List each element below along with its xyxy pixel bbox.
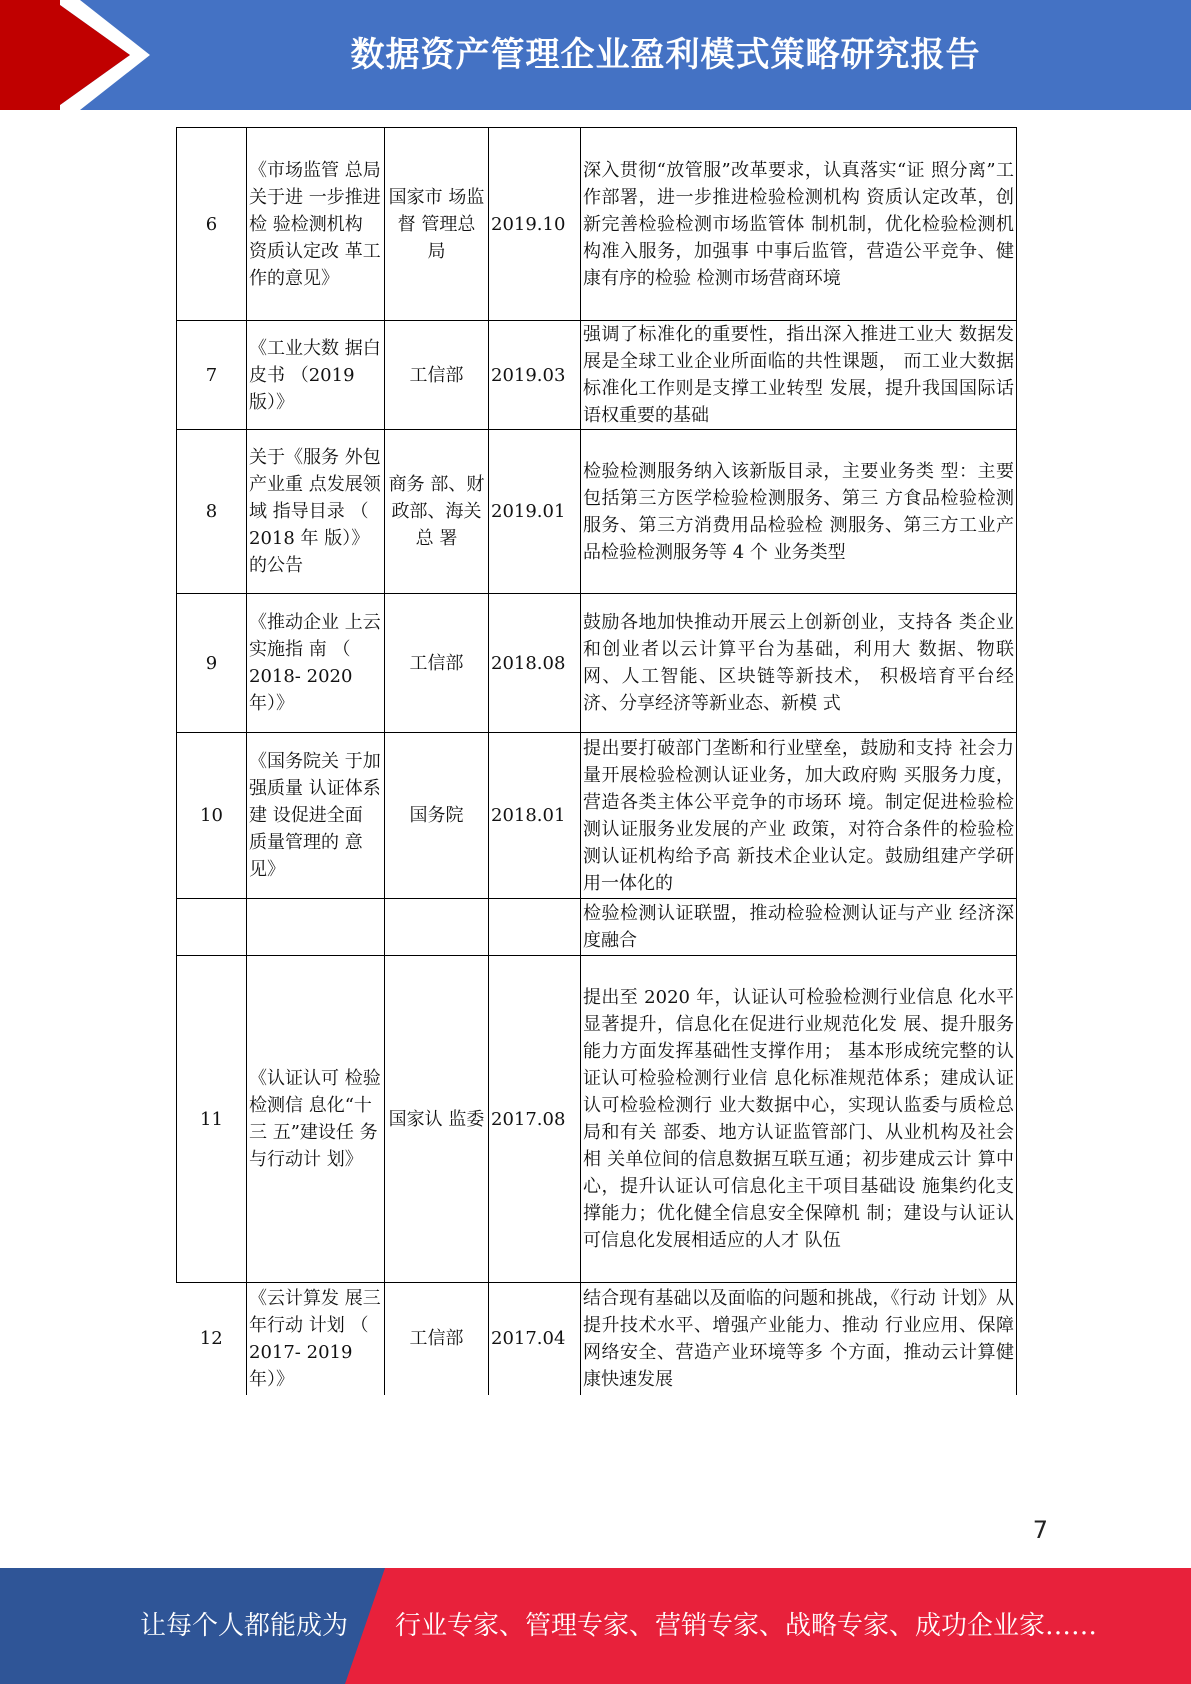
- row-number: 10: [177, 733, 247, 899]
- issuing-department: 国务院: [385, 733, 489, 899]
- policy-description: 强调了标准化的重要性，指出深入推进工业大 数据发展是全球工业企业所面临的共性课题， 而工业大数据标准化工作则是支撑工业转型 发展，提升我国国际话语权重要的基础: [581, 321, 1017, 430]
- issuing-department: 工信部: [385, 321, 489, 430]
- policy-title: 《市场监管 总局关于进 一步推进检 验检测机构 资质认定改 革工作的意见》: [247, 128, 385, 321]
- page-footer: [0, 1568, 1191, 1684]
- issue-date: 2019.03: [489, 321, 581, 430]
- table-row: [177, 899, 1017, 956]
- policy-description: 结合现有基础以及面临的问题和挑战，《行动 计划》从提升技术水平、增强产业能力、推动 行业应用、保障网络安全、营造产业环境等多 个方面，推动云计算健康快速发展: [581, 1283, 1017, 1395]
- row-number: 7: [177, 321, 247, 430]
- table-row: [177, 733, 1017, 899]
- issuing-department: 国家认 监委: [385, 956, 489, 1283]
- row-number: 6: [177, 128, 247, 321]
- footer-slogan-roles: 行业专家、管理专家、营销专家、战略专家、成功企业家……: [395, 1611, 1098, 1641]
- issue-date: 2017.08: [489, 956, 581, 1283]
- issuing-department: 商务 部、财 政部、海关总 署: [385, 430, 489, 594]
- issue-date: [489, 899, 581, 956]
- issue-date: 2019.01: [489, 430, 581, 594]
- row-number: 8: [177, 430, 247, 594]
- policy-description: 检验检测认证联盟，推动检验检测认证与产业 经济深度融合: [581, 899, 1017, 956]
- table-row: [177, 594, 1017, 733]
- policy-table: [176, 127, 1017, 1395]
- policy-description: 鼓励各地加快推动开展云上创新创业，支持各 类企业和创业者以云计算平台为基础，利用大 数据、物联网、人工智能、区块链等新技术， 积极培育平台经济、分享经济等新业态、新模 式: [581, 594, 1017, 733]
- page-number: 7: [1032, 1516, 1048, 1544]
- table-row: [177, 128, 1017, 321]
- policy-description: 提出要打破部门垄断和行业壁垒，鼓励和支持 社会力量开展检验检测认证业务，加大政府购 买服务力度，营造各类主体公平竞争的市场环 境。制定促进检验检测认证服务业发展的产业 政策，对符合条件的检验检测认证机构给予高 新技术企业认定。鼓励组建产学研用一体化的: [581, 733, 1017, 899]
- issuing-department: [385, 899, 489, 956]
- issuing-department: 工信部: [385, 1283, 489, 1395]
- row-number: [177, 899, 247, 956]
- header-chevron-decoration: [60, 0, 150, 110]
- row-number: 11: [177, 956, 247, 1283]
- policy-description: 检验检测服务纳入该新版目录，主要业务类 型：主要包括第三方医学检验检测服务、第三 方食品检验检测服务、第三方消费用品检验检 测服务、第三方工业产品检验检测服务等 4 个 业务类型: [581, 430, 1017, 594]
- header-red-block: [0, 0, 60, 110]
- policy-title: 《认证认可 检验检测信 息化“十三 五”建设任 务与行动计 划》: [247, 956, 385, 1283]
- issuing-department: 工信部: [385, 594, 489, 733]
- page-header: [0, 0, 1191, 110]
- policy-title: 《云计算发 展三年行动 计划 （ 2017- 2019 年）》: [247, 1283, 385, 1395]
- issue-date: 2018.08: [489, 594, 581, 733]
- issue-date: 2017.04: [489, 1283, 581, 1395]
- policy-description: 深入贯彻“放管服”改革要求，认真落实“证 照分离”工作部署，进一步推进检验检测机构 资质认定改革，创新完善检验检测市场监管体 制机制，优化检验检测机构准入服务，加强事 中事后监管，营造公平竞争、健康有序的检验 检测市场营商环境: [581, 128, 1017, 321]
- table-row: [177, 430, 1017, 594]
- policy-description: 提出至 2020 年，认证认可检验检测行业信息 化水平显著提升，信息化在促进行业规范化发 展、提升服务能力方面发挥基础性支撑作用； 基本形成统完整的认证认可检验检测行业信 息化标准规范体系；建成认证认可检验检测行 业大数据中心，实现认监委与质检总局和有关 部委、地方认证监管部门、从业机构及社会相 关单位间的信息数据互联互通；初步建成云计 算中心，提升认证认可信息化主干项目基础设 施集约化支撑能力；优化健全信息安全保障机 制；建设与认证认可信息化发展相适应的人才 队伍: [581, 956, 1017, 1283]
- issuing-department: 国家市 场监督 管理总 局: [385, 128, 489, 321]
- policy-title: 《推动企业 上云实施指 南 （ 2018- 2020 年）》: [247, 594, 385, 733]
- policy-title: 《工业大数 据白皮书 （2019 版）》: [247, 321, 385, 430]
- issue-date: 2018.01: [489, 733, 581, 899]
- policy-title: [247, 899, 385, 956]
- table-row: [177, 956, 1017, 1283]
- table-row: [177, 1283, 1017, 1395]
- issue-date: 2019.10: [489, 128, 581, 321]
- policy-title: 《国务院关 于加强质量 认证体系建 设促进全面 质量管理的 意见》: [247, 733, 385, 899]
- row-number: 12: [177, 1283, 247, 1395]
- policy-title: 关于《服务 外包产业重 点发展领域 指导目录 （ 2018 年 版）》的公告: [247, 430, 385, 594]
- footer-slogan-lead: 让每个人都能成为: [140, 1611, 349, 1641]
- table-row: [177, 321, 1017, 430]
- row-number: 9: [177, 594, 247, 733]
- report-title: 数据资产管理企业盈利模式策略研究报告: [350, 35, 981, 75]
